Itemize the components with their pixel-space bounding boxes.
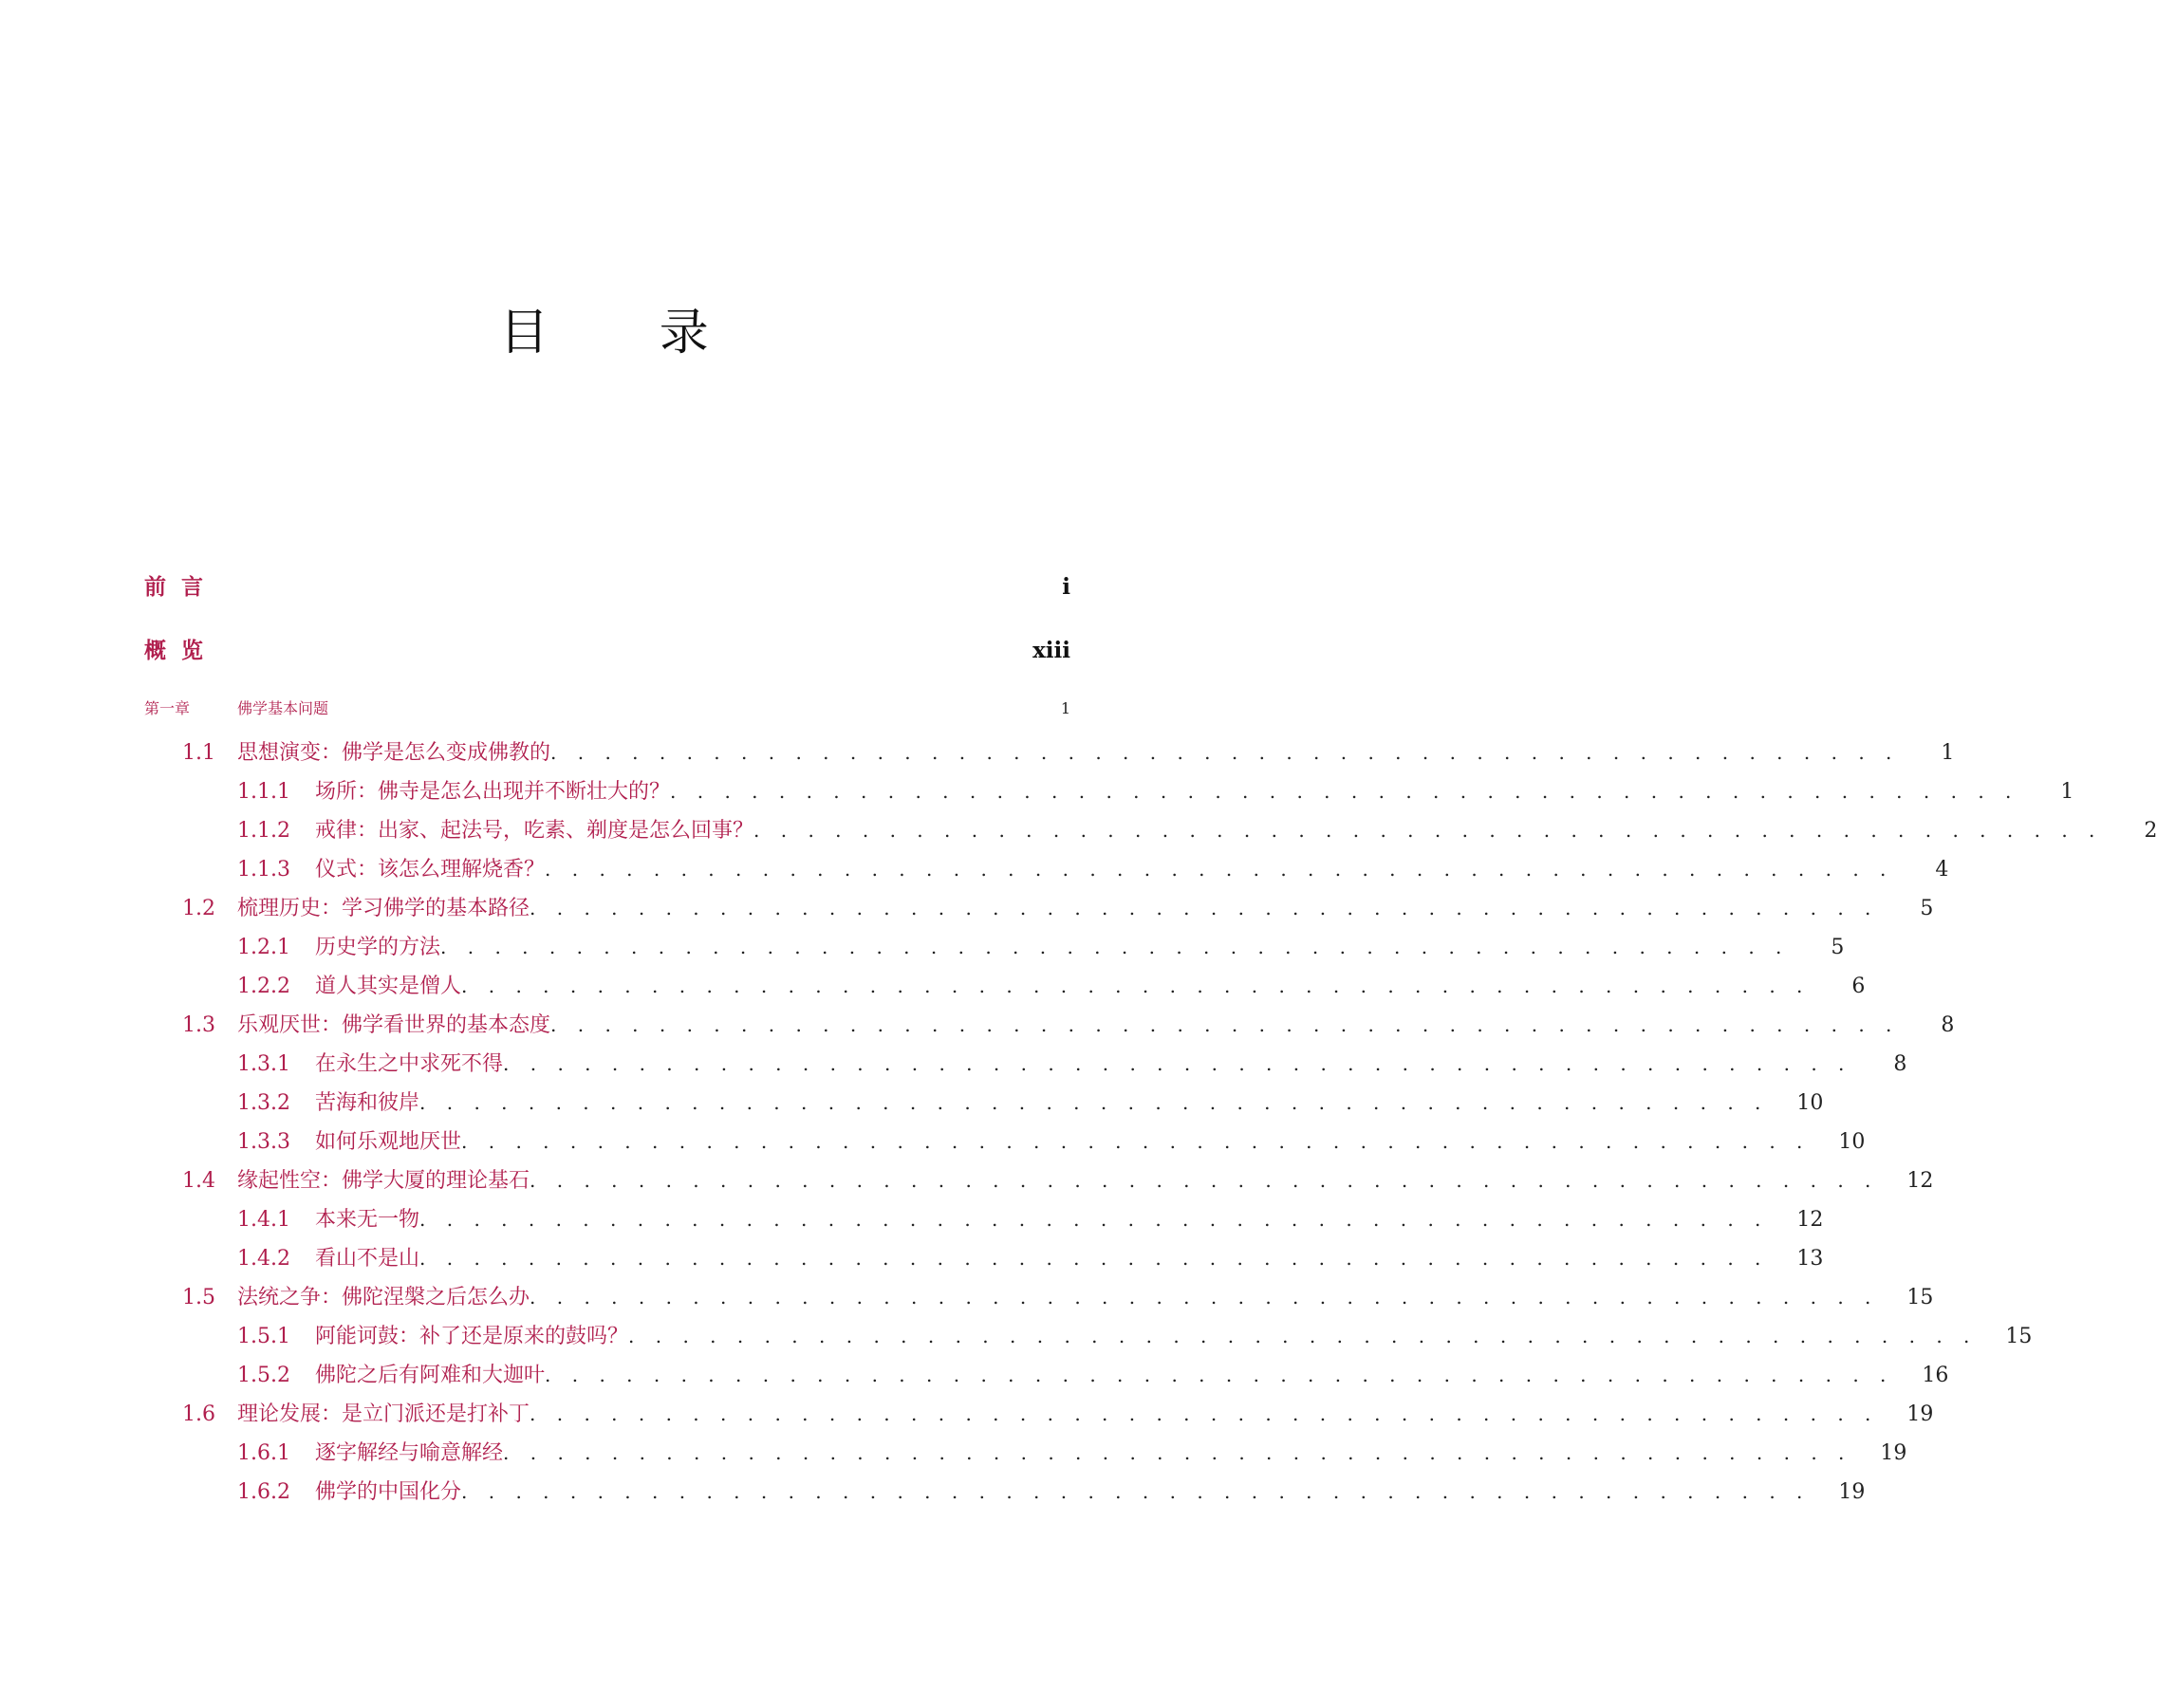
toc-dot-leader: . . . . . . . . . . . . . . . . . . . . . . . . . . . . . . . . . . . . . . . . . . . . . . . . . . <box>419 1208 1769 1231</box>
toc-subsection-entry[interactable] <box>144 1320 2033 1348</box>
toc-entry-title: 理论发展：是立门派还是打补丁 <box>237 1402 530 1426</box>
toc-page-number: 10 <box>1796 1091 1824 1115</box>
toc-page-number: 1 <box>1060 699 1070 717</box>
toc-dot-leader: . . . . . . . . . . . . . . . . . . . . . . . . . . . . . . . . . . . . . . . . . . . . . . . . . . <box>503 1441 1852 1464</box>
toc-chapter-entry[interactable] <box>144 633 1070 661</box>
toc-subsection-entry[interactable] <box>144 1242 1824 1271</box>
toc-dot-leader: . . . . . . . . . . . . . . . . . . . . . . . . . . . . . . . . . . . . . . . . . . . . . . . . . . <box>461 975 1811 997</box>
toc-entry-number: 1.1 <box>182 741 215 765</box>
toc-entry-title: 梳理历史：学习佛学的基本路径 <box>237 897 530 920</box>
toc-dot-leader: . . . . . . . . . . . . . . . . . . . . . . . . . . . . . . . . . . . . . . . . . . . . . . . . . . <box>628 1325 1978 1347</box>
toc-dot-leader: . . . . . . . . . . . . . . . . . . . . . . . . . . . . . . . . . . . . . . . . . . . . . . . . . . <box>530 1169 1879 1192</box>
toc-entry-number: 1.1.2 <box>237 819 290 843</box>
toc-subsection-entry[interactable] <box>144 1476 1866 1504</box>
toc-dot-leader: . . . . . . . . . . . . . . . . . . . . . . . . . . . . . . . . . . . . . . . . . . . . . . . . . . <box>550 741 1900 764</box>
toc-section-entry[interactable] <box>144 892 1934 920</box>
toc-page-number: 8 <box>1941 1013 1955 1037</box>
toc-dot-leader: . . . . . . . . . . . . . . . . . . . . . . . . . . . . . . . . . . . . . . . . . . . . . . . . . . <box>530 1286 1879 1309</box>
toc-section-entry[interactable] <box>144 1164 1934 1193</box>
toc-page-number: 12 <box>1906 1169 1934 1193</box>
toc-entry-number: 1.3 <box>182 1013 215 1037</box>
toc-entry-number: 前言 <box>144 575 218 600</box>
toc-page-number: 15 <box>2005 1325 2033 1348</box>
toc-section-entry[interactable] <box>144 736 1955 765</box>
toc-entry-title: 本来无一物 <box>315 1208 420 1232</box>
toc-entry-number: 1.3.2 <box>237 1091 290 1115</box>
toc-subsection-entry[interactable] <box>144 1203 1824 1232</box>
toc-entry-number: 1.1.1 <box>237 780 290 804</box>
toc-page-number: 15 <box>1906 1286 1934 1309</box>
toc-dot-leader: . . . . . . . . . . . . . . . . . . . . . . . . . . . . . . . . . . . . . . . . . . . . . . . . . . <box>550 1013 1900 1036</box>
toc-dot-leader: . . . . . . . . . . . . . . . . . . . . . . . . . . . . . . . . . . . . . . . . . . . . . . . . . . <box>440 936 1790 958</box>
toc-page-number: 1 <box>1941 741 1955 765</box>
toc-page-number: 6 <box>1851 975 1866 998</box>
toc-entry-number: 1.6 <box>182 1402 215 1426</box>
toc-entry-title: 缘起性空：佛学大厦的理论基石 <box>237 1169 530 1193</box>
toc-entry-number: 1.1.3 <box>237 858 290 882</box>
toc-chapter-entry[interactable] <box>144 696 1070 725</box>
toc-page-number: 19 <box>1838 1480 1866 1504</box>
toc-entry-title: 在永生之中求死不得 <box>315 1052 504 1076</box>
toc-section-entry[interactable] <box>144 1398 1934 1426</box>
toc-dot-leader: . . . . . . . . . . . . . . . . . . . . . . . . . . . . . . . . . . . . . . . . . . . . . . . . . . <box>419 1091 1769 1114</box>
toc-page-number: 12 <box>1796 1208 1824 1232</box>
toc-entry-number: 1.6.1 <box>237 1441 290 1465</box>
toc-subsection-entry[interactable] <box>144 1048 1907 1076</box>
toc-section-entry[interactable] <box>144 1281 1934 1309</box>
toc-page-number: 4 <box>1935 858 1949 882</box>
toc-entry-title: 苦海和彼岸 <box>315 1091 420 1115</box>
toc-page-number: 16 <box>1922 1364 1949 1387</box>
toc-subsection-entry[interactable] <box>144 1086 1824 1115</box>
toc-entry-title: 阿能诃鼓：补了还是原来的鼓吗？ <box>315 1325 629 1348</box>
toc-entry-number: 1.2.1 <box>237 936 290 959</box>
toc-entry-number: 1.6.2 <box>237 1480 290 1504</box>
toc-entry-title: 道人其实是僧人 <box>315 975 462 998</box>
toc-page-number: 2 <box>2144 819 2157 843</box>
toc-dot-leader: . . . . . . . . . . . . . . . . . . . . . . . . . . . . . . . . . . . . . . . . . . . . . . . . . . <box>545 858 1894 881</box>
toc-page-number: i <box>1062 574 1070 600</box>
toc-page-number: 5 <box>1920 897 1934 920</box>
toc-page-number: xiii <box>1032 638 1070 663</box>
toc-dot-leader: . . . . . . . . . . . . . . . . . . . . . . . . . . . . . . . . . . . . . . . . . . . . . . . . . . <box>461 1480 1811 1503</box>
toc-entry-number: 1.4 <box>182 1169 215 1193</box>
toc-dot-leader: . . . . . . . . . . . . . . . . . . . . . . . . . . . . . . . . . . . . . . . . . . . . . . . . . . <box>419 1247 1769 1270</box>
toc-dot-leader: . . . . . . . . . . . . . . . . . . . . . . . . . . . . . . . . . . . . . . . . . . . . . . . . . . <box>530 897 1879 919</box>
toc-page-number: 5 <box>1831 936 1845 959</box>
toc-entry-number: 1.2 <box>182 897 215 920</box>
toc-entry-number: 第一章 <box>144 699 191 717</box>
toc-dot-leader: . . . . . . . . . . . . . . . . . . . . . . . . . . . . . . . . . . . . . . . . . . . . . . . . . . <box>503 1052 1852 1075</box>
toc-subsection-entry[interactable] <box>144 775 2074 804</box>
toc-page-number: 10 <box>1838 1130 1866 1154</box>
toc-entry-title: 仪式：该怎么理解烧香？ <box>315 858 546 882</box>
toc-entry-title: 佛学的中国化分 <box>315 1480 462 1504</box>
toc-section-entry[interactable] <box>144 1009 1955 1037</box>
toc-entry-number: 1.4.2 <box>237 1247 290 1271</box>
toc-entry-title: 看山不是山 <box>315 1247 420 1271</box>
toc-dot-leader: . . . . . . . . . . . . . . . . . . . . . . . . . . . . . . . . . . . . . . . . . . . . . . . . . . <box>530 1402 1879 1425</box>
toc-entry-title: 佛学基本问题 <box>237 699 329 717</box>
toc-entry-title: 佛陀之后有阿难和大迦叶 <box>315 1364 546 1387</box>
toc-entry-number: 1.2.2 <box>237 975 290 998</box>
toc-dot-leader: . . . . . . . . . . . . . . . . . . . . . . . . . . . . . . . . . . . . . . . . . . . . . . . . . . <box>670 780 2019 803</box>
toc-entry-title: 场所：佛寺是怎么出现并不断壮大的？ <box>315 780 671 804</box>
page-title: 目 录 <box>499 305 756 362</box>
toc-page-number: 8 <box>1893 1052 1907 1076</box>
toc-page-number: 1 <box>2060 780 2074 804</box>
toc-dot-leader: . . . . . . . . . . . . . . . . . . . . . . . . . . . . . . . . . . . . . . . . . . . . . . . . . . <box>461 1130 1811 1153</box>
toc-entry-number: 1.3.3 <box>237 1130 290 1154</box>
toc-entry-title: 如何乐观地厌世 <box>315 1130 462 1154</box>
toc-subsection-entry[interactable] <box>144 970 1866 998</box>
toc-entry-title: 逐字解经与喻意解经 <box>315 1441 504 1465</box>
toc-entry-number: 1.4.1 <box>237 1208 290 1232</box>
toc-subsection-entry[interactable] <box>144 853 1949 882</box>
toc-entry-title: 乐观厌世：佛学看世界的基本态度 <box>237 1013 551 1037</box>
toc-chapter-entry[interactable] <box>144 569 1070 598</box>
toc-page-number: 19 <box>1880 1441 1907 1465</box>
toc-subsection-entry[interactable] <box>144 931 1845 959</box>
toc-dot-leader: . . . . . . . . . . . . . . . . . . . . . . . . . . . . . . . . . . . . . . . . . . . . . . . . . . <box>545 1364 1894 1386</box>
toc-entry-number: 1.3.1 <box>237 1052 290 1076</box>
toc-entry-title: 法统之争：佛陀涅槃之后怎么办 <box>237 1286 530 1309</box>
toc-entry-number: 1.5.1 <box>237 1325 290 1348</box>
toc-page-number: 13 <box>1796 1247 1824 1271</box>
toc-dot-leader: . . . . . . . . . . . . . . . . . . . . . . . . . . . . . . . . . . . . . . . . . . . . . . . . . . <box>753 819 2103 842</box>
toc-entry-number: 概览 <box>144 639 218 663</box>
toc-entry-number: 1.5.2 <box>237 1364 290 1387</box>
toc-entry-number: 1.5 <box>182 1286 215 1309</box>
toc-subsection-entry[interactable] <box>144 1359 1949 1387</box>
toc-subsection-entry[interactable] <box>144 1125 1866 1154</box>
toc-subsection-entry[interactable] <box>144 814 2157 843</box>
toc-entry-title: 思想演变：佛学是怎么变成佛教的 <box>237 741 551 765</box>
toc-subsection-entry[interactable] <box>144 1437 1907 1465</box>
toc-entry-title: 历史学的方法 <box>315 936 441 959</box>
toc-page-number: 19 <box>1906 1402 1934 1426</box>
toc-entry-title: 戒律：出家、起法号，吃素、剃度是怎么回事？ <box>315 819 754 843</box>
